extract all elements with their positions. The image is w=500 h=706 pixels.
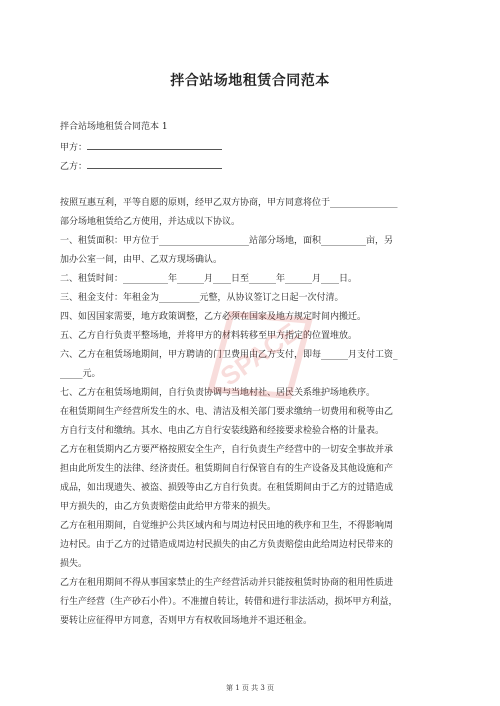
- body-line: 担由此所发生的法律、经济责任。租赁期间自行保管自有的生产设备及其他设施和产: [60, 464, 394, 474]
- body-line: 方自行支付和缴纳。其水、电由乙方自行安装线路和经接要求检验合格的计量表。: [60, 426, 385, 436]
- body-line: 边村民。由于乙方的过错造成周边村民损失的由乙方负责赔偿由此给周边村民带来的: [60, 540, 394, 550]
- page-footer: 第 1 页 共 3 页: [225, 684, 275, 692]
- body-line: 按照互惠互利，平等自愿的原则，经甲乙双方协商，甲方同意将位于_______________: [60, 198, 398, 208]
- watermark-text: SPACE: [214, 316, 304, 392]
- body-line: 在租赁期间生产经营所发生的水、电、清洁及相关部门要求缴纳一切费用和税等由乙: [60, 407, 394, 417]
- document-subtitle: 拌合站场地租赁合同范本 1: [60, 122, 168, 132]
- body-line: 甲方损失的，由乙方负责赔偿由此给甲方带来的损失。: [60, 502, 277, 512]
- body-line: _____元。: [60, 369, 101, 379]
- party-a-blank: [87, 140, 222, 150]
- party-a-row: [60, 140, 445, 154]
- body-line: 要转让应征得甲方同意，否则甲方有权收回场地并不退还租金。: [60, 616, 313, 626]
- party-a-label: 甲方：: [60, 143, 88, 153]
- body-line: 损失。: [60, 559, 88, 569]
- body-line: 乙方在租赁期内乙方要严格按照安全生产，自行负责生产经营中的一切安全事故并承: [60, 445, 394, 455]
- body-line: 七、乙方在租赁场地期间，自行负责协调与当地村社、居民关系维护场地秩序。: [60, 388, 376, 398]
- body-line: 行生产经营（生产砂石小件）。不准擅自转让，转借和进行非法活动，损坏甲方利益，: [60, 597, 398, 607]
- body-line: 六、乙方在租赁场地期间，甲方聘请的门卫费用由乙方支付，即每______月支付工资_: [60, 350, 398, 360]
- party-b-blank: [87, 159, 222, 169]
- body-line: 一、租赁面积：甲方位于____________________站部分场地，面积__________亩，另: [60, 236, 394, 246]
- body-line: 乙方在租用期间，自觉维护公共区域内和与周边村民田地的秩序和卫生，不得影响周: [60, 521, 394, 531]
- body-line: 五、乙方自行负责平整场地，并将甲方的材料转移至甲方指定的位置堆放。: [60, 331, 358, 341]
- body-line: 乙方在租用期间不得从事国家禁止的生产经营活动并只能按租赁时协商的租用性质进: [60, 578, 394, 588]
- party-b-label: 乙方：: [60, 162, 88, 172]
- body-line: 成品，如出现遗失、被盗、损毁等由乙方自行负责。在租赁期间由于乙方的过错造成: [60, 483, 394, 493]
- body-line: 二、租赁时间：__________年______月____日至______年______月____日。: [60, 274, 358, 284]
- body-line: 四、如因国家需要，地方政策调整，乙方必须在国家及地方规定时间内搬迁。: [60, 312, 367, 322]
- party-b-row: [60, 159, 445, 173]
- document-title: 拌合站场地租赁合同范本: [170, 73, 330, 89]
- body-line: 部分场地租赁给乙方使用，并达成以下协议。: [60, 217, 241, 227]
- body-line: 加办公室一间，由甲、乙双方现场确认。: [60, 255, 223, 265]
- body-line: 三、租金支付：年租金为_________元整，从协议签订之日起一次付清。: [60, 293, 344, 303]
